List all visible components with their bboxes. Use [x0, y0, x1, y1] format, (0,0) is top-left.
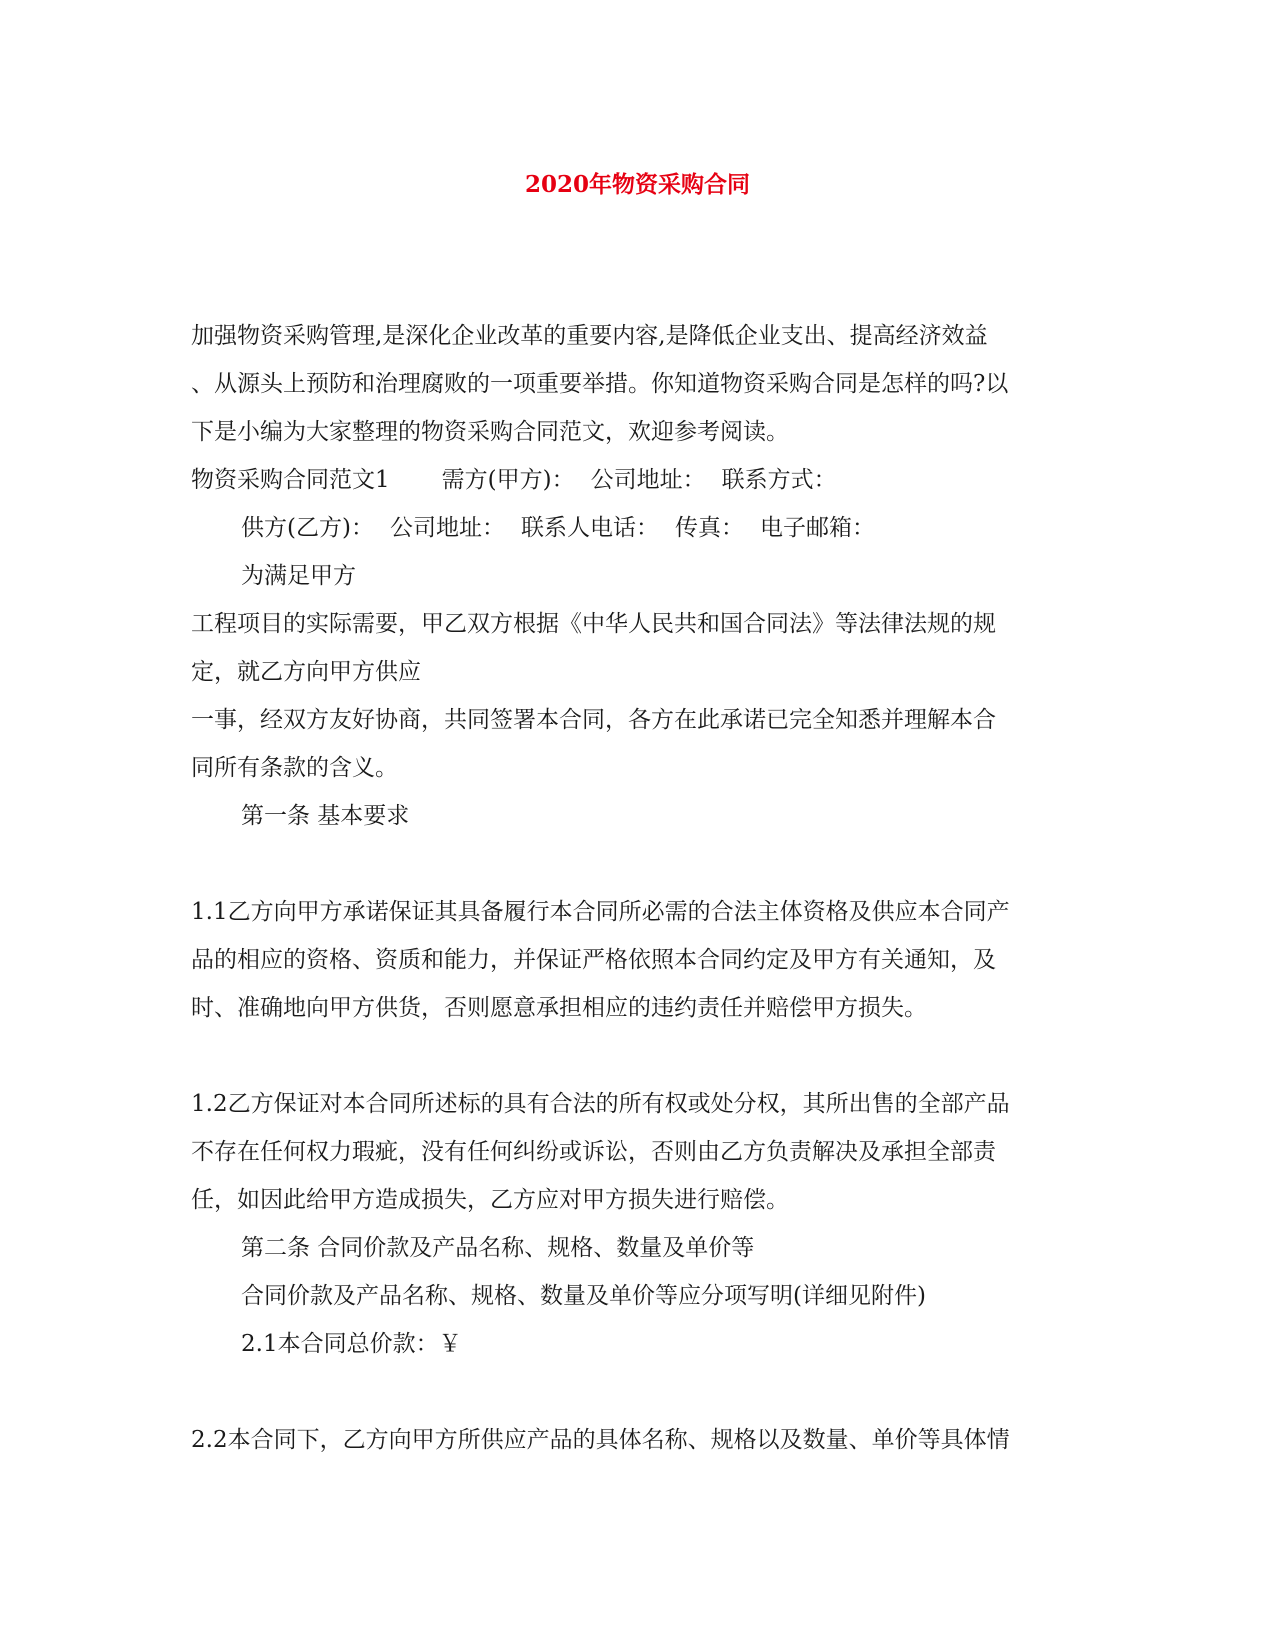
buyer-label: 需方(甲方)： — [441, 467, 575, 493]
email-label: 电子邮箱： — [759, 515, 875, 541]
paragraph-line: 一事，经双方友好协商，共同签署本合同，各方在此承诺已完全知悉并理解本合 — [191, 707, 996, 733]
contact-phone-label: 联系人电话： — [520, 515, 659, 541]
paragraph-line: 加强物资采购管理,是深化企业改革的重要内容,是降低企业支出、提高经济效益 — [191, 323, 988, 349]
article-heading: 第二条 合同价款及产品名称、规格、数量及单价等 — [241, 1235, 755, 1261]
paragraph-line: 1.2乙方保证对本合同所述标的具有合法的所有权或处分权，其所出售的全部产品 — [191, 1091, 1010, 1117]
spacer — [191, 1032, 1091, 1080]
party-a-line — [191, 456, 1091, 504]
paragraph-line: 合同价款及产品名称、规格、数量及单价等应分项写明(详细见附件) — [241, 1283, 926, 1309]
paragraph-line: 任，如因此给甲方造成损失，乙方应对甲方损失进行赔偿。 — [191, 1187, 789, 1213]
paragraph-line: 下是小编为大家整理的物资采购合同范文，欢迎参考阅读。 — [191, 419, 789, 445]
spacer — [191, 840, 1091, 888]
fax-label: 传真： — [674, 515, 744, 541]
company-address-label: 公司地址： — [590, 467, 706, 493]
sample-heading: 物资采购合同范文1 — [191, 467, 390, 493]
paragraph-line: 时、准确地向甲方供货，否则愿意承担相应的违约责任并赔偿甲方损失。 — [191, 995, 927, 1021]
spacer — [191, 1368, 1091, 1416]
paragraph-line: 同所有条款的含义。 — [191, 755, 398, 781]
paragraph-line: 、从源头上预防和治理腐败的一项重要举措。你知道物资采购合同是怎样的吗?以 — [191, 371, 1009, 397]
document-body — [191, 312, 1091, 1464]
paragraph-line: 2.2本合同下，乙方向甲方所供应产品的具体名称、规格以及数量、单价等具体情 — [191, 1427, 1010, 1453]
document-title: 2020年物资采购合同 — [524, 171, 750, 198]
contact-label: 联系方式： — [721, 467, 837, 493]
paragraph-line: 2.1本合同总价款：￥ — [241, 1331, 462, 1357]
paragraph-line: 1.1乙方向甲方承诺保证其具备履行本合同所必需的合法主体资格及供应本合同产 — [191, 899, 1010, 925]
paragraph-line: 定，就乙方向甲方供应 — [191, 659, 421, 685]
party-b-line — [191, 504, 1091, 552]
seller-label: 供方(乙方)： — [241, 515, 374, 541]
paragraph-line: 不存在任何权力瑕疵，没有任何纠纷或诉讼，否则由乙方负责解决及承担全部责 — [191, 1139, 996, 1165]
paragraph-line: 品的相应的资格、资质和能力，并保证严格依照本合同约定及甲方有关通知，及 — [191, 947, 996, 973]
paragraph-line: 工程项目的实际需要，甲乙双方根据《中华人民共和国合同法》等法律法规的规 — [191, 611, 996, 637]
article-heading: 第一条 基本要求 — [241, 803, 410, 829]
company-address-label: 公司地址： — [389, 515, 505, 541]
paragraph-line: 为满足甲方 — [241, 563, 356, 589]
